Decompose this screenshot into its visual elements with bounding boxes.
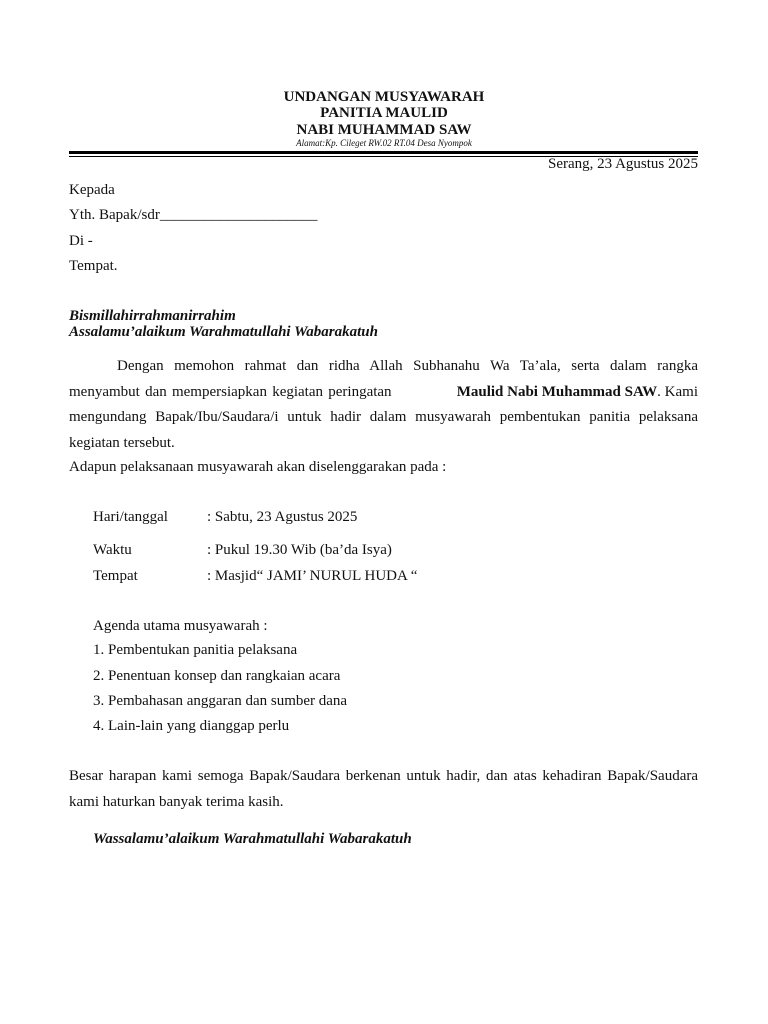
recipient-tempat: Tempat. (69, 258, 118, 274)
recipient-kepada: Kepada (69, 182, 115, 198)
body-paragraph-line3: mengundang Bapak/Ibu/Saudara/i untuk hadir dalam musyawarah pembentukan panitia pelaksana (69, 409, 698, 425)
letterhead-address: Alamat:Kp. Cileget RW.02 RT.04 Desa Nyompok (296, 138, 472, 148)
body-paragraph-line2 (69, 383, 698, 401)
letter-title-line1: UNDANGAN MUSYAWARAH (283, 89, 485, 105)
basmalah: Bismillahirrahmanirrahim (69, 308, 236, 324)
letter-title-line3: NABI MUHAMMAD SAW (296, 122, 472, 138)
agenda-title: Agenda utama musyawarah : (93, 618, 268, 634)
closing-line2: kami haturkan banyak terima kasih. (69, 794, 284, 810)
letterhead-rule-thick (69, 151, 698, 154)
detail-value-date: : Sabtu, 23 Agustus 2025 (207, 509, 358, 525)
agenda-item: 4. Lain-lain yang dianggap perlu (93, 718, 290, 734)
opening-salam: Assalamu’alaikum Warahmatullahi Wabarakatuh (69, 324, 378, 340)
date-place: Serang, 23 Agustus 2025 (548, 156, 698, 172)
agenda-item: 3. Pembahasan anggaran dan sumber dana (93, 693, 348, 709)
body-line2-text: menyambut dan mempersiapkan kegiatan peringatan (69, 384, 392, 400)
recipient-name-line: Yth. Bapak/sdr_____________________ (69, 207, 318, 223)
agenda-item: 2. Penentuan konsep dan rangkaian acara (93, 668, 341, 684)
body-line2-tail: . Kami (657, 384, 698, 400)
letter-title-line2: PANITIA MAULID (320, 105, 448, 121)
body-paragraph-2: Adapun pelaksanaan musyawarah akan diselenggarakan pada : (69, 459, 447, 475)
detail-value-time: : Pukul 19.30 Wib (ba’da Isya) (207, 542, 392, 558)
body-line2-event (457, 383, 698, 401)
detail-label-date: Hari/tanggal (93, 509, 168, 525)
event-name-bold: Maulid Nabi Muhammad SAW (456, 384, 658, 400)
closing-salam: Wassalamu’alaikum Warahmatullahi Wabarakatuh (93, 831, 412, 847)
body-paragraph-line1: Dengan memohon rahmat dan ridha Allah Subhanahu Wa Ta’ala, serta dalam rangka (117, 358, 698, 374)
agenda-item: 1. Pembentukan panitia pelaksana (93, 642, 298, 658)
detail-value-place: : Masjid“ JAMI’ NURUL HUDA “ (207, 568, 418, 584)
detail-label-place: Tempat (93, 568, 138, 584)
closing-line1: Besar harapan kami semoga Bapak/Saudara berkenan untuk hadir, dan atas kehadiran Bapak/Saudara (69, 768, 698, 784)
body-paragraph-line4: kegiatan tersebut. (69, 435, 175, 451)
detail-label-time: Waktu (93, 542, 132, 558)
recipient-di: Di - (69, 233, 93, 249)
